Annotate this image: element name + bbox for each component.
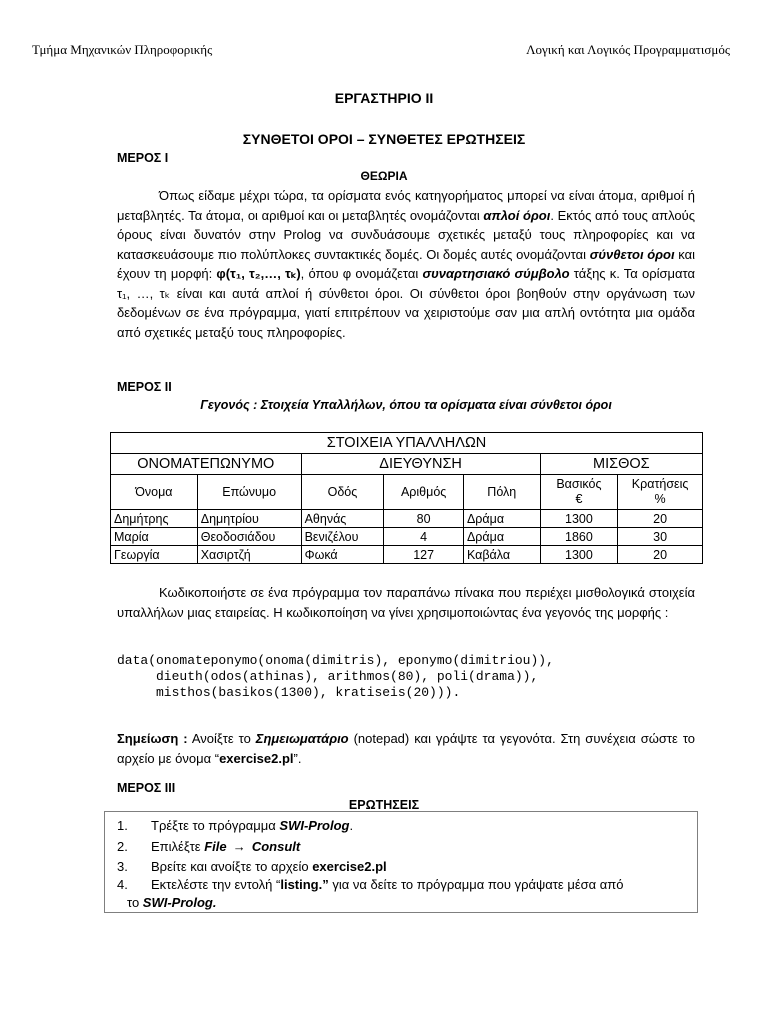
theory-heading: ΘΕΩΡΙΑ — [360, 169, 408, 183]
arrow-right-icon: → — [232, 839, 246, 854]
group-salary: ΜΙΣΘΟΣ — [540, 454, 702, 475]
part2-heading: ΜΕΡΟΣ II — [117, 380, 172, 394]
instruction-paragraph: Κωδικοποιήστε σε ένα πρόγραμμα τον παραπάνω πίνακα που περιέχει μισθολογικά στοιχεία υπαλλήλων μιας εταιρείας. Η κωδικοποίηση να γίνει χρησιμοποιώντας ένα γεγονός της μορφής : — [117, 585, 695, 620]
table-row: Μαρία Θεοδοσιάδου Βενιζέλου 4 Δράμα 1860 30 — [111, 528, 703, 546]
col-header-onoma: Όνομα — [111, 475, 198, 510]
table-title: ΣΤΟΙΧΕΙΑ ΥΠΑΛΛΗΛΩΝ — [111, 433, 703, 454]
note-label: Σημείωση : — [117, 731, 188, 746]
question-1: 1. Τρέξτε το πρόγραμμα SWI-Prolog. — [117, 818, 354, 833]
page-title: ΕΡΓΑΣΤΗΡΙΟ II — [334, 90, 434, 106]
col-header-eponymo: Επώνυμο — [197, 475, 301, 510]
page-subtitle: ΣΥΝΘΕΤΟΙ ΟΡΟΙ – ΣΥΝΘΕΤΕΣ ΕΡΩΤΗΣΕΙΣ — [242, 131, 526, 147]
question-4: 4. Εκτελέστε την εντολή “listing.” για να δείτε το πρόγραμμα που γράψατε μέσα από — [117, 877, 624, 892]
file-name: exercise2.pl — [219, 750, 294, 766]
employees-table — [110, 432, 703, 564]
code-block — [117, 653, 554, 701]
part1-heading: ΜΕΡΟΣ Ι — [117, 151, 169, 165]
group-name: ΟΝΟΜΑΤΕΠΩΝΥΜΟ — [111, 454, 302, 475]
code-line: misthos(basikos(1300), kratiseis(20))). — [117, 685, 461, 700]
term-simple: απλοί όροι — [483, 207, 551, 223]
question-4-continuation: το SWI-Prolog. — [127, 895, 217, 910]
question-3: 3. Βρείτε και ανοίξτε το αρχείο exercise2.pl — [117, 859, 387, 874]
table-row: Δημήτρης Δημητρίου Αθηνάς 80 Δράμα 1300 20 — [111, 510, 703, 528]
header-course: Λογική και Λογικός Προγραμματισμός — [526, 42, 730, 57]
col-header-odos: Οδός — [301, 475, 384, 510]
col-header-poli: Πόλη — [463, 475, 540, 510]
header-department: Τμήμα Μηχανικών Πληροφορικής — [32, 42, 213, 57]
questions-heading: ΕΡΩΤΗΣΕΙΣ — [348, 798, 420, 812]
theory-paragraph: Όπως είδαμε μέχρι τώρα, τα ορίσματα ενός κατηγορήματος μπορεί να είναι άτομα, αριθμοί ή μεταβλητές. Τα άτομα, οι αριθμοί και οι μεταβλητές ονομάζονται απλοί όροι. Εκτός από τους απλούς όρους είναι δυνατόν στην Prolog να συνδυάσουμε σχετικές μεταξύ τους πληροφορίες και να κατασκευάσουμε πιο πολύπλοκες συντακτικές δομές. Οι δομές αυτές ονομάζονται σύνθετοι όροι και έχουν τη μορφή: φ(τ₁, τ₂,…, τₖ), όπου φ ονομάζεται συναρτησιακό σύμβολο τάξης κ. Τα ορίσματα τ₁, …, τₖ είναι και αυτά απλοί ή σύνθετοι όροι. Οι σύνθετοι όροι βοηθούν στην οργάνωση των δεδομένων σε ένα πρόγραμμα, γιατί επιτρέπουν να χειριστούμε σαν μια απλή οντότητα μια ομάδα από σχετικές μεταξύ τους πληροφορίες. — [117, 188, 696, 340]
question-2: 2. Επιλέξτε File → Consult — [117, 839, 301, 854]
term-form: φ(τ₁, τ₂,…, τₖ) — [216, 266, 301, 281]
group-address: ΔΙΕΥΘΥΝΣΗ — [301, 454, 540, 475]
code-line: data(onomateponymo(onoma(dimitris), eponymo(dimitriou)), — [117, 653, 554, 668]
part3-heading: ΜΕΡΟΣ III — [117, 781, 176, 795]
table-row: Γεωργία Χασιρτζή Φωκά 127 Καβάλα 1300 20 — [111, 546, 703, 564]
term-compound: σύνθετοι όροι — [589, 246, 675, 262]
col-header-kratiseis: Κρατήσεις % — [618, 475, 703, 510]
note-paragraph: Σημείωση : Ανοίξτε το Σημειωματάριο (notepad) και γράψτε τα γεγονότα. Στη συνέχεια σώστε το αρχείο με όνομα “exercise2.pl”. — [117, 731, 696, 766]
term-functor: συναρτησιακό σύμβολο — [422, 266, 570, 281]
code-line: dieuth(odos(athinas), arithmos(80), poli(drama)), — [117, 669, 539, 684]
col-header-arithmos: Αριθμός — [384, 475, 464, 510]
part2-subheading: Γεγονός : Στοιχεία Υπαλλήλων, όπου τα ορίσματα είναι σύνθετοι όροι — [200, 398, 612, 412]
col-header-basikos: Βασικός € — [540, 475, 618, 510]
